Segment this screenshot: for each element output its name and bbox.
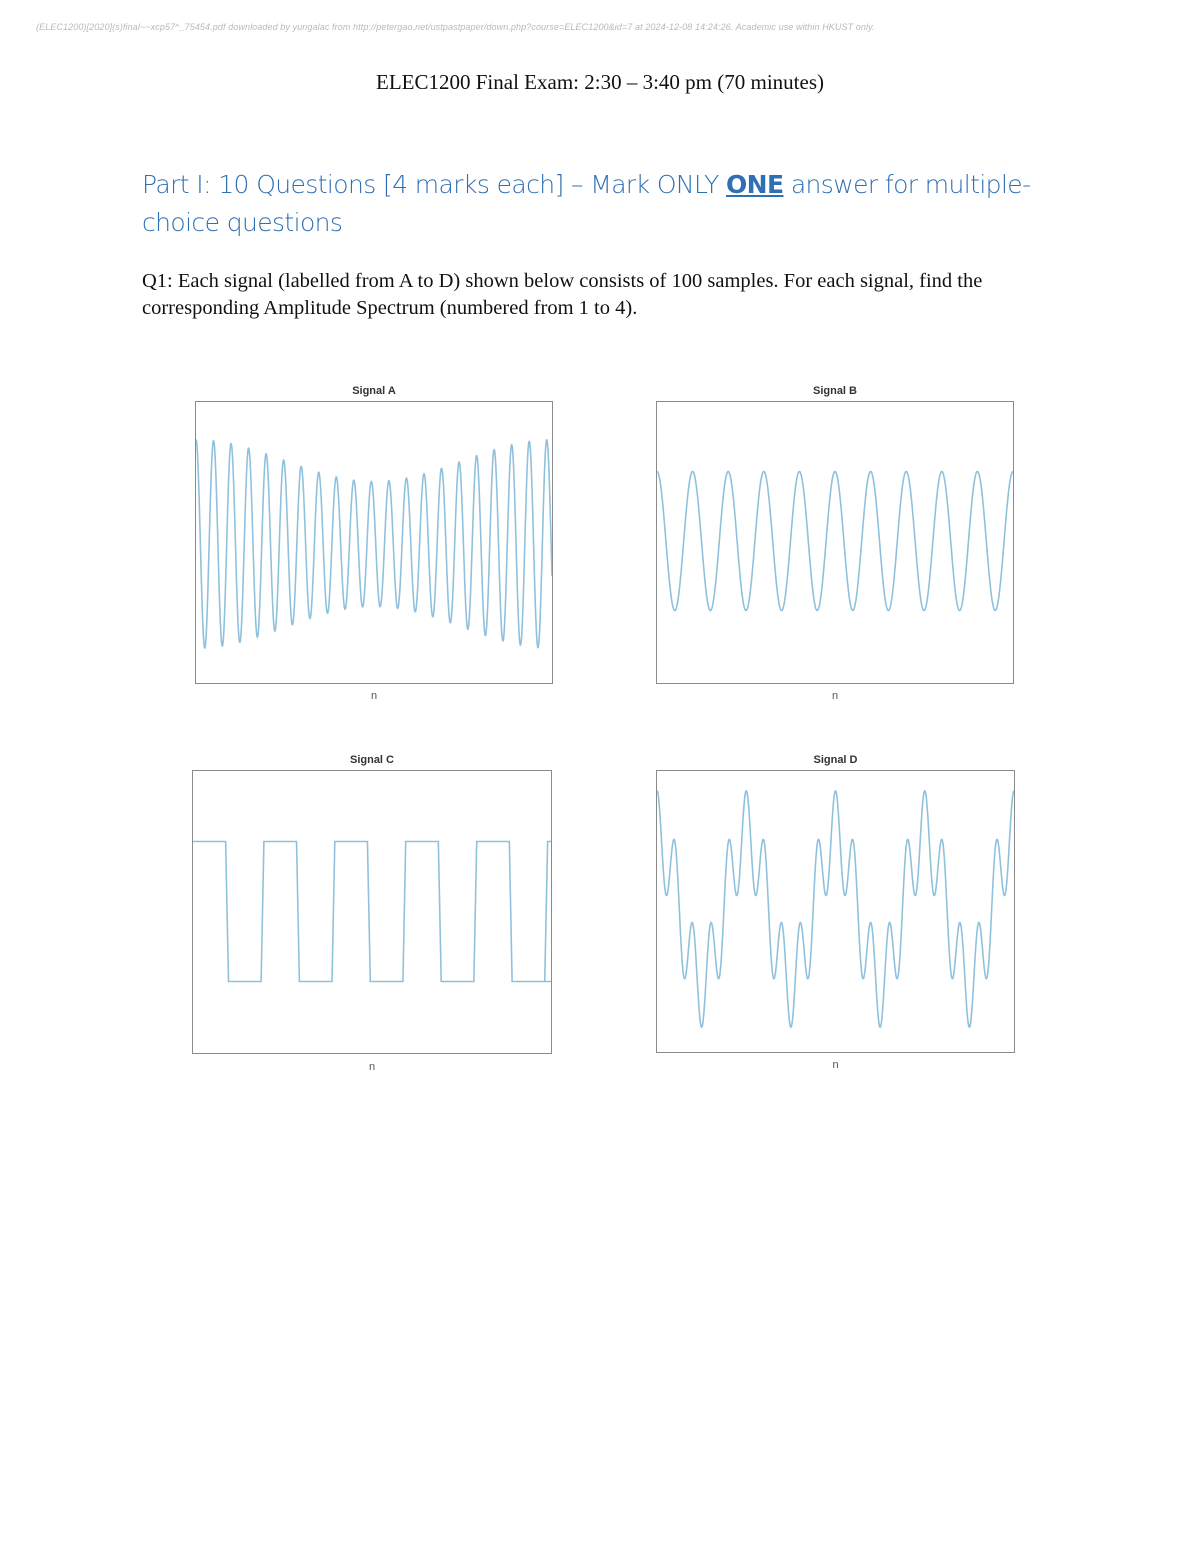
plot-signal-b — [656, 382, 1014, 707]
signal-d-line — [657, 791, 1014, 1027]
part-heading-text: Part I: 10 Questions [4 marks each] – Mark ONLY — [142, 170, 727, 199]
part-heading — [142, 166, 1042, 242]
question-q1-text: Q1: Each signal (labelled from A to D) shown below consists of 100 samples. For each signal, find the corresponding Amplitude Spectrum (numbered from 1 to 4). — [142, 270, 983, 319]
signal-b-line — [657, 472, 1013, 611]
signal-c-line — [193, 842, 551, 982]
signal-a-svg — [196, 402, 552, 683]
signal-c-svg — [193, 771, 551, 1053]
plot-axes — [656, 770, 1015, 1053]
plot-xlabel: n — [832, 1059, 839, 1071]
plot-signal-c — [192, 751, 552, 1076]
part-heading-emphasis: ONE — [726, 170, 784, 199]
signal-b-svg — [657, 402, 1013, 683]
plot-title: Signal D — [813, 754, 858, 766]
plot-axes — [656, 401, 1014, 684]
part-heading-text-end: answer for multiple-choice questions — [142, 170, 1031, 237]
plot-xlabel: n — [368, 1061, 376, 1073]
signal-a-line — [196, 440, 552, 648]
plot-signal-a — [195, 382, 553, 707]
plot-axes — [195, 401, 553, 684]
plot-axes — [192, 770, 552, 1054]
signal-d-svg — [657, 771, 1014, 1052]
plot-xlabel: n — [831, 690, 839, 702]
plot-signal-d — [656, 751, 1015, 1076]
plot-title: Signal C — [349, 754, 394, 766]
plot-xlabel: n — [370, 690, 378, 702]
plot-title: Signal B — [812, 385, 857, 397]
plot-title: Signal A — [352, 385, 396, 397]
download-watermark: (ELEC1200)[2020](s)final~~xcp57^_75454.pdf downloaded by yungalac from http://petergao.net/ustpastpaper/down.php?course=ELEC1200&id=7 at 2024-12-08 14:24:26. Academic use within HKUST only. — [36, 22, 875, 32]
exam-title: ELEC1200 Final Exam: 2:30 – 3:40 pm (70 minutes) — [376, 70, 824, 94]
